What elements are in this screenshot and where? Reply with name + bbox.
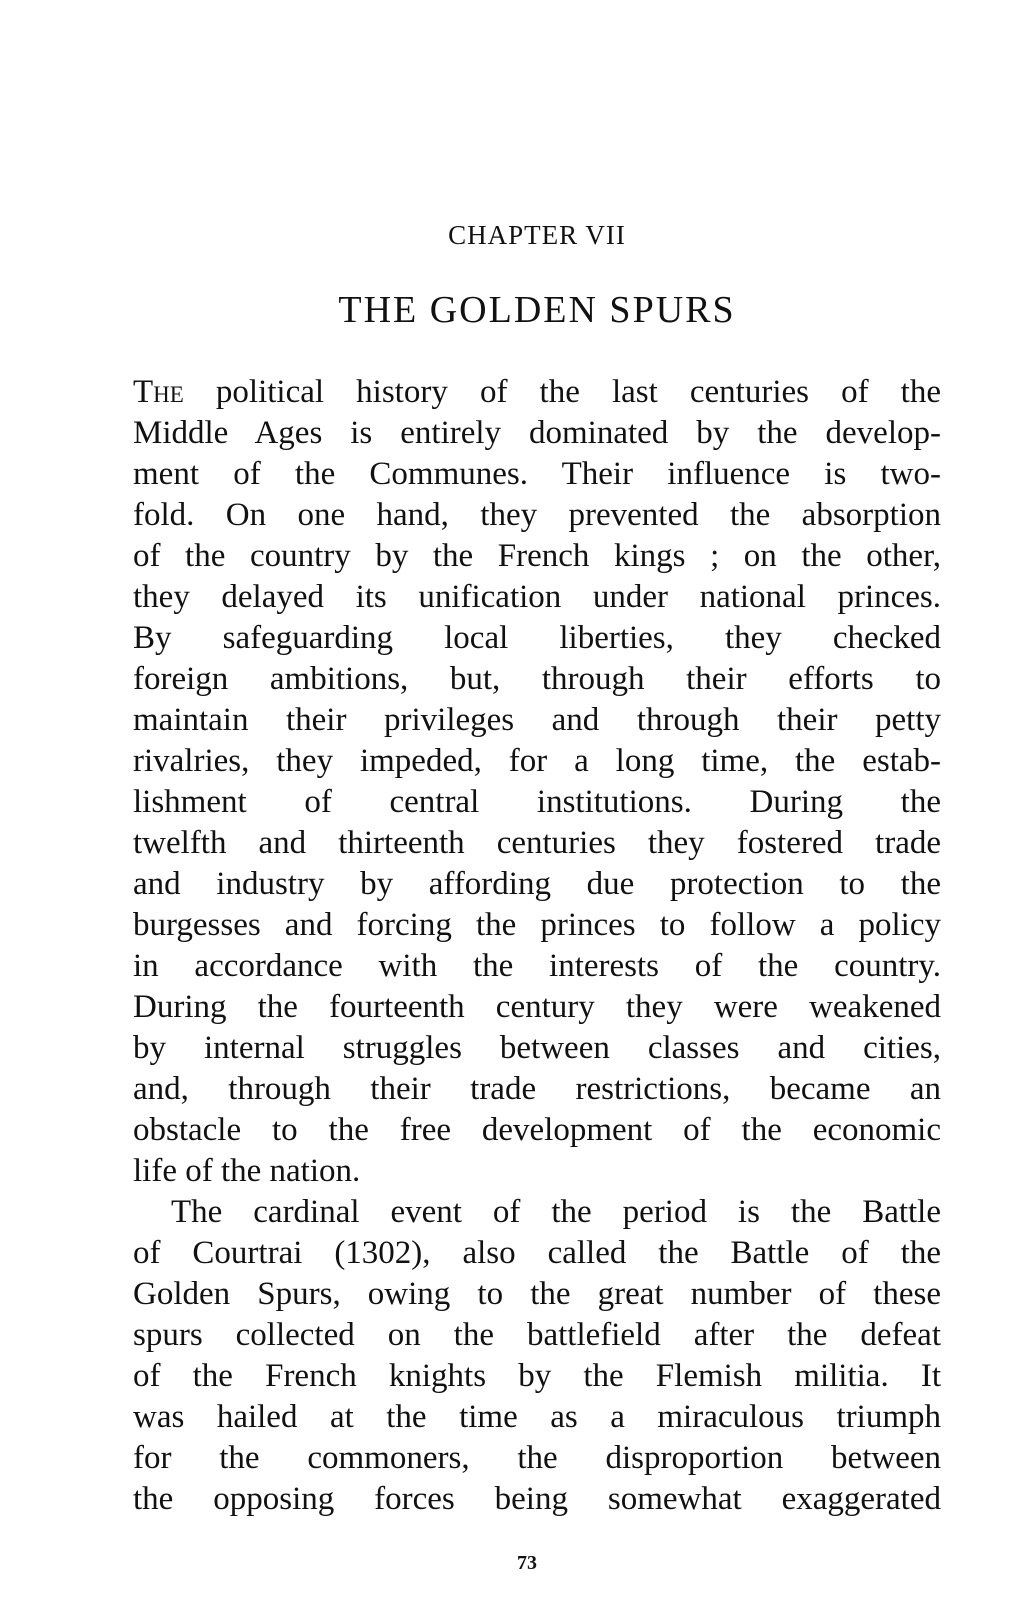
page-number: 73 — [517, 1552, 537, 1574]
text-line: ment of the Communes. Their influence is two- — [133, 456, 941, 492]
text-line: During the fourteenth century they were weakened — [133, 989, 941, 1025]
text-line: obstacle to the free development of the economic — [133, 1112, 941, 1148]
text-line: in accordance with the interests of the country. — [133, 948, 941, 984]
text-line — [133, 372, 941, 413]
text-line: for the commoners, the disproportion between — [133, 1440, 941, 1476]
text-line: was hailed at the time as a miraculous triumph — [133, 1399, 941, 1435]
text-line: By safeguarding local liberties, they checked — [133, 620, 941, 656]
body-text — [133, 372, 941, 1520]
text-line: The cardinal event of the period is the Battle — [171, 1194, 941, 1230]
text-line: of the country by the French kings ; on the other, — [133, 538, 941, 574]
paragraph-2 — [133, 1192, 941, 1520]
text-line: Golden Spurs, owing to the great number of these — [133, 1276, 941, 1312]
text-line: lishment of central institutions. During the — [133, 784, 941, 820]
text-line: they delayed its unification under national princes. — [133, 579, 941, 615]
text-line: life of the nation. — [133, 1153, 361, 1189]
text-line: spurs collected on the battlefield after the defeat — [133, 1317, 941, 1353]
paragraph-1 — [133, 372, 941, 1192]
text-line: twelfth and thirteenth centuries they fostered trade — [133, 825, 941, 861]
chapter-label: CHAPTER VII — [448, 220, 626, 250]
lead-smallcaps: The — [133, 374, 184, 410]
text-line: fold. On one hand, they prevented the absorption — [133, 497, 941, 533]
text-line: of the French knights by the Flemish militia. It — [133, 1358, 941, 1394]
text-line: and industry by affording due protection to the — [133, 866, 941, 902]
text-line: rivalries, they impeded, for a long time, the estab- — [133, 743, 941, 779]
text-line: burgesses and forcing the princes to follow a policy — [133, 907, 941, 943]
text-line: by internal struggles between classes and cities, — [133, 1030, 941, 1066]
text-line: Middle Ages is entirely dominated by the develop- — [133, 415, 941, 451]
text-line: and, through their trade restrictions, became an — [133, 1071, 941, 1107]
text-line-content: political history of the last centuries of the — [183, 374, 941, 410]
text-line: the opposing forces being somewhat exaggerated — [133, 1481, 941, 1517]
text-line: foreign ambitions, but, through their efforts to — [133, 661, 941, 697]
text-line: of Courtrai (1302), also called the Battle of the — [133, 1235, 941, 1271]
text-line: maintain their privileges and through their petty — [133, 702, 941, 738]
chapter-title: THE GOLDEN SPURS — [338, 289, 736, 331]
